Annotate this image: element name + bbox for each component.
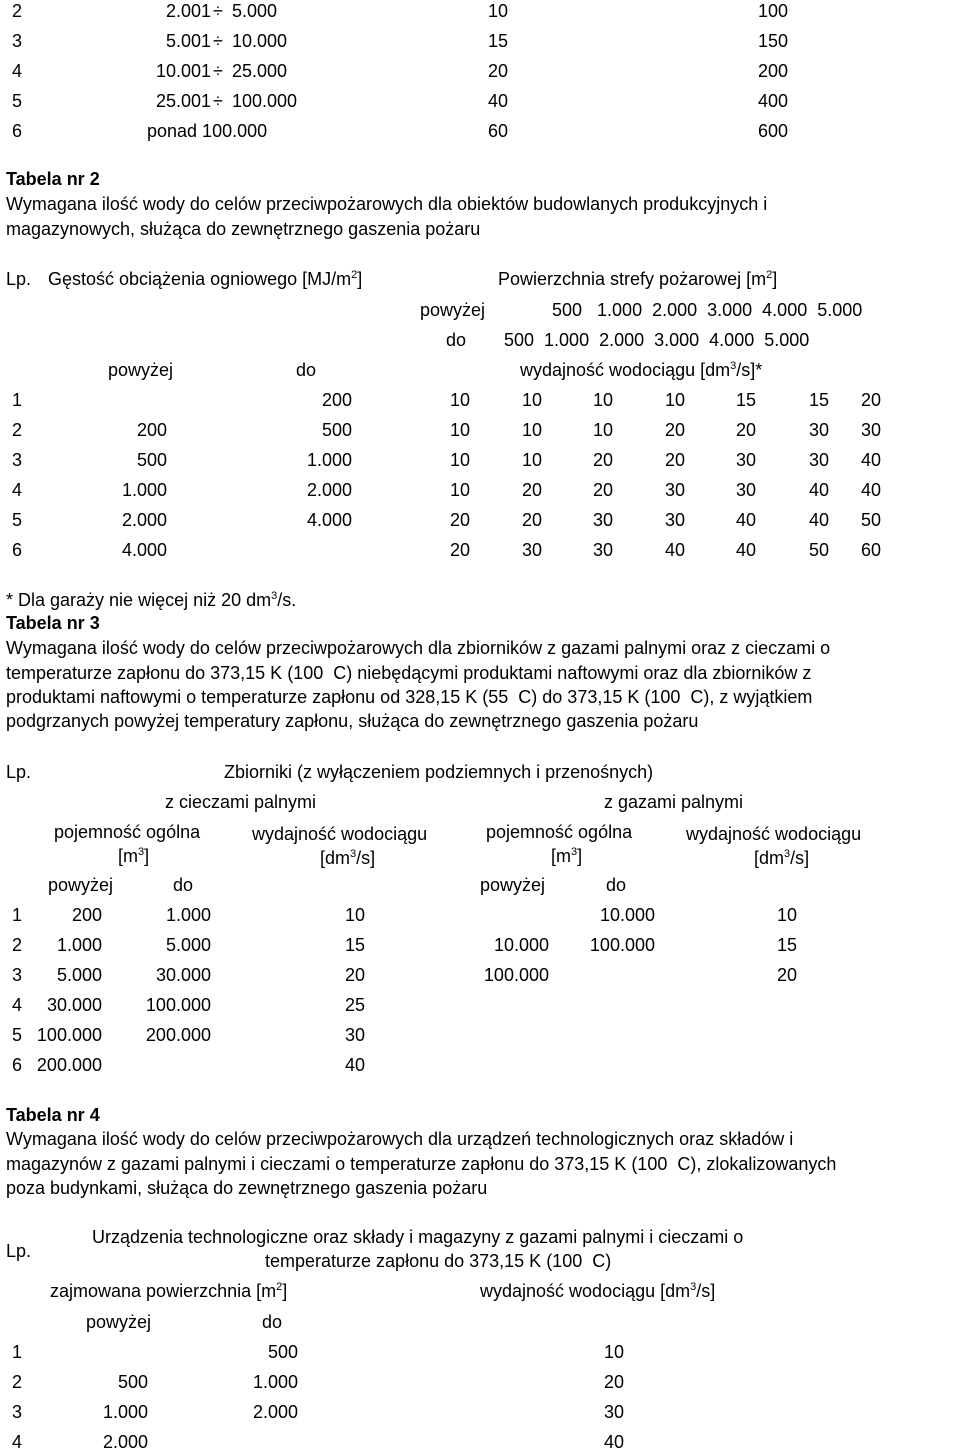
table2-row-value: 30 [592, 510, 613, 530]
table3-description-line2: temperaturze zapłonu do 373,15 K (100 C) niebędącymi produktami naftowymi oraz dla zbiorników z [6, 663, 812, 683]
table2-row-lp: 6 [12, 540, 23, 560]
table3-row-liquids-yield: 30 [344, 1025, 365, 1045]
table2-row-value: 40 [808, 510, 829, 530]
table2-row-value: 10 [449, 390, 470, 410]
table3-description-line1: Wymagana ilość wody do celów przeciwpożarowych dla zbiorników z gazami palnymi oraz z cieczami o [6, 638, 831, 658]
table3-liquids-capacity-unit: $[m^3]$ [118, 846, 150, 866]
table2-row-value: 20 [449, 510, 470, 530]
table3-row-liquids-to: 30.000 [155, 965, 211, 985]
table3-row-gases-from: 100.000 [483, 965, 549, 985]
table1-row-range-divider: ÷ [213, 31, 223, 51]
table2-row-value: 10 [449, 450, 470, 470]
table3-header: Zbiorniki (z wyłączeniem podziemnych i przenośnych) [224, 762, 654, 782]
table4-row-yield: 30 [603, 1402, 624, 1422]
table2-row-value: 30 [521, 540, 542, 560]
table2-row-lp: 1 [12, 390, 23, 410]
table3-row-lp: 3 [12, 965, 23, 985]
table1-row-lp: 4 [12, 61, 23, 81]
table2-row-value: 10 [521, 450, 542, 470]
table4-area-header: zajmowana powierzchnia $[m^2]$ [50, 1281, 288, 1301]
table2-row-value: 40 [860, 480, 881, 500]
table4-row-from: 1.000 [102, 1402, 148, 1422]
table3-row-liquids-yield: 15 [344, 935, 365, 955]
table1-row-range-divider: ÷ [213, 1, 223, 21]
table1-row-range-to: 5.000 [232, 1, 278, 21]
table2-row-value: 40 [664, 540, 685, 560]
table2-to-values: 500 1.000 2.000 3.000 4.000 5.000 [504, 330, 810, 350]
table4-row-to: 500 [267, 1342, 298, 1362]
table3-row-lp: 1 [12, 905, 23, 925]
table3-gases-header: z gazami palnymi [604, 792, 744, 812]
table3-row-liquids-yield: 25 [344, 995, 365, 1015]
table2-row-value: 20 [664, 420, 685, 440]
table2-row-value: 40 [735, 510, 756, 530]
table3-liquids-capacity: pojemność ogólna [54, 822, 201, 842]
table2-row-value: 20 [521, 510, 542, 530]
table2-density-header: Gęstość obciążenia ogniowego $[MJ/m^2]$ [48, 269, 363, 289]
table2-col-to: do [296, 360, 317, 380]
table4-row-yield: 20 [603, 1372, 624, 1392]
table3-gases-yield: wydajność wodociągu [686, 824, 862, 844]
table2-row-value: 30 [860, 420, 881, 440]
table3-liquids-header: z cieczami palnymi [165, 792, 317, 812]
table2-row-from: 1.000 [121, 480, 167, 500]
table3-liquids-yield-unit: $[dm^3/s]$ [320, 848, 376, 868]
table3-liquids-yield: wydajność wodociągu [252, 824, 428, 844]
table1-row-value2: 400 [758, 91, 789, 111]
table2-yield-header: wydajność wodociągu $[dm^3/s]*$ [520, 360, 763, 380]
table2-row-value: 30 [664, 480, 685, 500]
table3-gases-col-to: do [606, 875, 627, 895]
table2-title: Tabela nr 2 [6, 169, 100, 189]
table2-row-from: 4.000 [121, 540, 167, 560]
table1-row-value1: 40 [488, 91, 509, 111]
table2-row-value: 60 [860, 540, 881, 560]
table2-row-from: 2.000 [121, 510, 167, 530]
table1-row-range-divider: ÷ [213, 61, 223, 81]
table2-row-lp: 3 [12, 450, 23, 470]
table2-row-value: 40 [735, 540, 756, 560]
table2-row-from: 500 [136, 450, 167, 470]
table1-row-value1: 10 [488, 1, 509, 21]
table3-row-liquids-from: 200.000 [36, 1055, 102, 1075]
table1-row-lp: 2 [12, 1, 23, 21]
table1-row-range-to: 100.000 [232, 91, 298, 111]
table4-row-lp: 2 [12, 1372, 23, 1392]
table1-row-range-divider: ÷ [213, 91, 223, 111]
table1-row-range-from: 2.001 [165, 1, 211, 21]
table1-row-range-to: 10.000 [232, 31, 288, 51]
table3-row-liquids-from: 1.000 [56, 935, 102, 955]
table2-row-to: 500 [321, 420, 352, 440]
table1-row-lp: 6 [12, 121, 23, 141]
table2-row-to: 2.000 [306, 480, 352, 500]
table3-lp-header: Lp. [6, 762, 32, 782]
table4-header-line2: temperaturze zapłonu do 373,15 K (100 C) [265, 1251, 612, 1271]
table3-title: Tabela nr 3 [6, 613, 100, 633]
table2-row-value: 40 [860, 450, 881, 470]
table2-row-to: 200 [321, 390, 352, 410]
table2-row-value: 10 [592, 420, 613, 440]
table1-row-value1: 15 [488, 31, 509, 51]
table4-description-line1: Wymagana ilość wody do celów przeciwpożarowych dla urządzeń technologicznych oraz składów i [6, 1129, 794, 1149]
table3-liquids-col-to: do [173, 875, 194, 895]
table2-to-label: do [446, 330, 467, 350]
table3-description-line4: podgrzanych powyżej temperatury zapłonu, służąca do zewnętrznego gaszenia pożaru [6, 711, 699, 731]
table2-above-label: powyżej [420, 300, 486, 320]
table3-row-liquids-to: 1.000 [165, 905, 211, 925]
table2-row-value: 10 [664, 390, 685, 410]
table1-row-value1: 20 [488, 61, 509, 81]
table3-row-gases-to: 100.000 [589, 935, 655, 955]
table4-yield-header: wydajność wodociągu $[dm^3/s]$ [480, 1281, 716, 1301]
table4-title: Tabela nr 4 [6, 1105, 100, 1125]
table2-row-value: 20 [592, 480, 613, 500]
table2-row-value: 20 [449, 540, 470, 560]
table2-row-lp: 2 [12, 420, 23, 440]
table3-description-line3: produktami naftowymi o temperaturze zapłonu od 328,15 K (55 C) do 373,15 K (100 C), z wyjątkiem [6, 687, 813, 707]
table1-row-range-to: 25.000 [232, 61, 288, 81]
table1-row-range: ponad 100.000 [147, 121, 268, 141]
table2-description-line2: magazynowych, służąca do zewnętrznego gaszenia pożaru [6, 219, 481, 239]
table2-row-value: 10 [449, 420, 470, 440]
table3-liquids-col-above: powyżej [48, 875, 114, 895]
table3-row-gases-yield: 15 [776, 935, 797, 955]
table3-row-liquids-yield: 20 [344, 965, 365, 985]
table1-row-value1: 60 [488, 121, 509, 141]
table3-row-lp: 5 [12, 1025, 23, 1045]
table3-row-gases-from: 10.000 [493, 935, 549, 955]
table4-row-lp: 1 [12, 1342, 23, 1362]
table4-row-to: 2.000 [252, 1402, 298, 1422]
table3-row-liquids-from: 5.000 [56, 965, 102, 985]
table4-row-to: 1.000 [252, 1372, 298, 1392]
table2-row-value: 10 [592, 390, 613, 410]
table4-col-to: do [262, 1312, 283, 1332]
table4-row-lp: 4 [12, 1432, 23, 1452]
table2-row-value: 20 [860, 390, 881, 410]
table4-row-yield: 10 [603, 1342, 624, 1362]
table4-lp-header: Lp. [6, 1241, 32, 1261]
table2-row-value: 30 [808, 420, 829, 440]
table2-row-lp: 5 [12, 510, 23, 530]
table1-row-range-from: 25.001 [155, 91, 211, 111]
table2-col-above: powyżej [108, 360, 174, 380]
table4-col-above: powyżej [86, 1312, 152, 1332]
table2-row-value: 20 [664, 450, 685, 470]
table4-row-from: 2.000 [102, 1432, 148, 1452]
table3-gases-capacity-unit: $[m^3]$ [551, 846, 583, 866]
table2-row-value: 15 [808, 390, 829, 410]
table1-row-value2: 100 [758, 1, 789, 21]
table2-row-value: 10 [521, 390, 542, 410]
table3-row-liquids-from: 100.000 [36, 1025, 102, 1045]
table2-above-values: 500 1.000 2.000 3.000 4.000 5.000 [552, 300, 863, 320]
table4-description-line3: poza budynkami, służąca do zewnętrznego gaszenia pożaru [6, 1178, 488, 1198]
table4-description-line2: magazynów z gazami palnymi i cieczami o temperaturze zapłonu do 373,15 K (100 C), zlokalizowanych [6, 1154, 837, 1174]
table3-row-gases-yield: 20 [776, 965, 797, 985]
table2-row-to: 1.000 [306, 450, 352, 470]
table2-row-value: 30 [592, 540, 613, 560]
table1-row-lp: 5 [12, 91, 23, 111]
table3-gases-yield-unit: $[dm^3/s]$ [754, 848, 810, 868]
table1-row-value2: 200 [758, 61, 789, 81]
table4-header-line1: Urządzenia technologiczne oraz składy i magazyny z gazami palnymi i cieczami o [92, 1227, 744, 1247]
table2-row-value: 20 [592, 450, 613, 470]
table3-row-liquids-yield: 10 [344, 905, 365, 925]
table2-footnote: * Dla garaży nie więcej niż 20 $dm^3/s$. [6, 590, 297, 610]
table4-row-from: 500 [117, 1372, 148, 1392]
table3-gases-col-above: powyżej [480, 875, 546, 895]
table4-row-lp: 3 [12, 1402, 23, 1422]
table2-row-value: 10 [449, 480, 470, 500]
table1-row-range-from: 5.001 [165, 31, 211, 51]
table3-row-liquids-from: 30.000 [46, 995, 102, 1015]
table1-row-value2: 150 [758, 31, 789, 51]
table3-row-lp: 6 [12, 1055, 23, 1075]
table3-row-liquids-yield: 40 [344, 1055, 365, 1075]
table1-row-lp: 3 [12, 31, 23, 51]
table4-row-yield: 40 [603, 1432, 624, 1452]
table2-row-value: 30 [664, 510, 685, 530]
table3-gases-capacity: pojemność ogólna [486, 822, 633, 842]
table2-row-from: 200 [136, 420, 167, 440]
table2-row-value: 30 [735, 480, 756, 500]
table2-row-value: 20 [521, 480, 542, 500]
table3-row-liquids-from: 200 [71, 905, 102, 925]
table3-row-liquids-to: 5.000 [165, 935, 211, 955]
table2-description-line1: Wymagana ilość wody do celów przeciwpożarowych dla obiektów budowlanych produkcyjnych i [6, 194, 768, 214]
table3-row-lp: 2 [12, 935, 23, 955]
table1-row-value2: 600 [758, 121, 789, 141]
table3-row-liquids-to: 200.000 [145, 1025, 211, 1045]
table2-row-value: 40 [808, 480, 829, 500]
table2-lp-header: Lp. [6, 269, 32, 289]
table2-row-value: 20 [735, 420, 756, 440]
table2-row-value: 50 [860, 510, 881, 530]
table2-row-value: 30 [735, 450, 756, 470]
table2-row-value: 15 [735, 390, 756, 410]
table2-row-value: 50 [808, 540, 829, 560]
table2-row-to: 4.000 [306, 510, 352, 530]
table1-row-range-from: 10.001 [155, 61, 211, 81]
table3-row-gases-to: 10.000 [599, 905, 655, 925]
table2-row-lp: 4 [12, 480, 23, 500]
table3-row-lp: 4 [12, 995, 23, 1015]
table2-row-value: 10 [521, 420, 542, 440]
table3-row-liquids-to: 100.000 [145, 995, 211, 1015]
table2-area-header: Powierzchnia strefy pożarowej $[m^2]$ [498, 269, 778, 289]
table3-row-gases-yield: 10 [776, 905, 797, 925]
table2-row-value: 30 [808, 450, 829, 470]
